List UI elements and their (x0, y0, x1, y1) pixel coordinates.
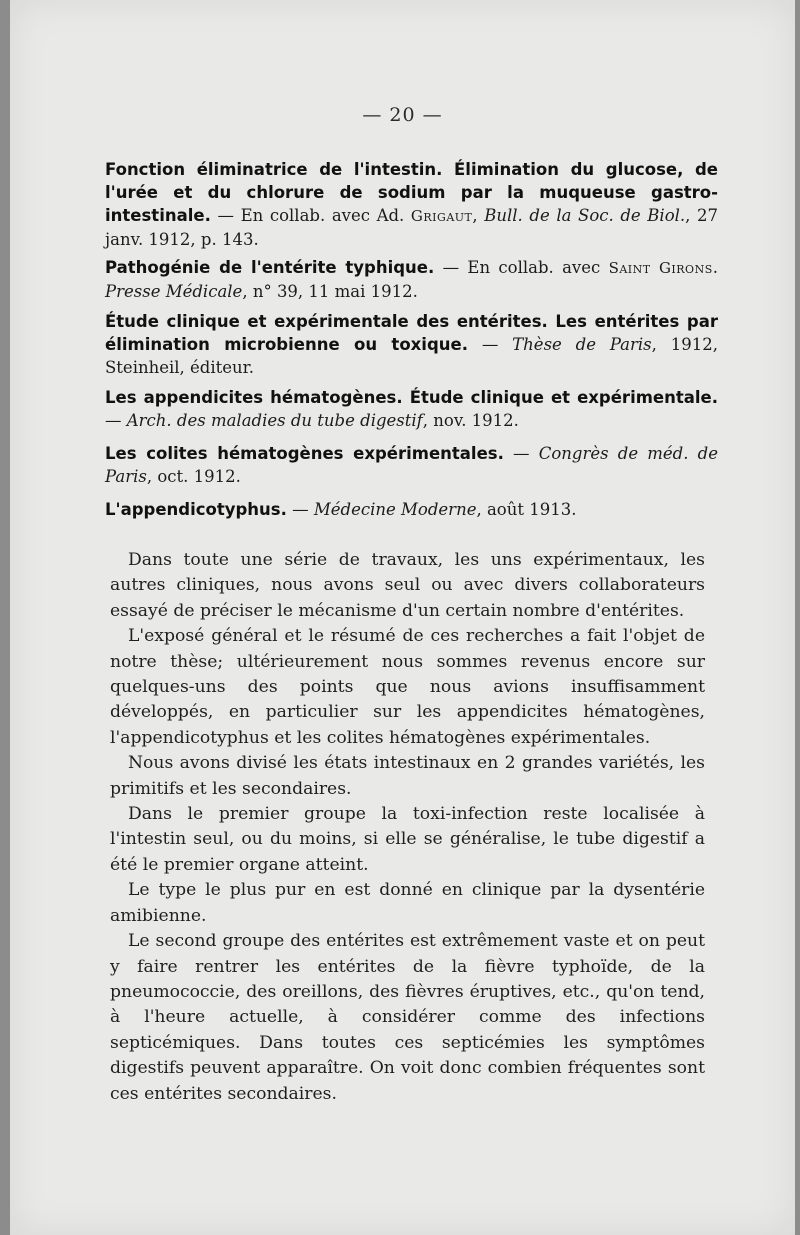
entry-title: Pathogénie de l'entérite typhique. (105, 258, 435, 277)
entry-dash: — (434, 258, 468, 277)
paragraph: Dans le premier groupe la toxi-infection reste localisée à l'intestin seul, ou du moins, si elle se généralise, le tube digestif a été le premier organe atteint. (110, 804, 705, 875)
entry-author: Saint Girons (608, 259, 713, 277)
entry-dash: — (503, 444, 539, 463)
entry-journal: Médecine Moderne (313, 500, 477, 519)
entry-journal: Congrès de méd. de Paris (105, 444, 718, 486)
paragraph: Le second groupe des entérites est extrêmement vaste et on peut y faire rentrer les entérites de la fièvre typhoïde, de la pneumococcie, des oreillons, des fièvres éruptives, etc., qu'on tend, à l'heure actuelle, à considérer comme des infections septicémiques. Dans toutes ces septicémies les symptômes digestifs peuvent apparaître. On voit donc combien fréquentes sont ces entérites secondaires. (110, 931, 705, 1104)
bibliography-entry-1 (105, 158, 718, 251)
entry-prefix: En collab. avec (467, 258, 609, 277)
entry-title: Étude clinique et expérimentale des entérites. Les entérites par élimination microbienne ou toxique. (105, 312, 718, 354)
entry-title: Les appendicites hématogènes. Étude clinique et expérimentale. (105, 388, 718, 407)
paragraph: L'exposé général et le résumé de ces recherches a fait l'objet de notre thèse; ultérieurement nous sommes revenus encore sur quelques-uns des points que nous avions insuffisamment développés, en particulier sur les appendicites hématogènes, l'appendicotyphus et les colites hématogènes expérimentales. (110, 626, 705, 748)
entry-journal: Thèse de Paris (512, 335, 652, 354)
entry-title: Les colites hématogènes expérimentales. (105, 444, 504, 463)
entry-separator: , (472, 206, 485, 225)
bibliography-entry-5 (105, 442, 718, 488)
entry-author: Grigaut (410, 207, 473, 225)
page-number: — 20 — (362, 104, 443, 126)
bibliography-entry-3 (105, 310, 718, 379)
entry-dash: — (210, 206, 241, 225)
entry-title: Fonction éliminatrice de l'intestin. Élimination du glucose, de l'urée et du chlorure de sodium par la muqueuse gastro-intestinale. (105, 160, 718, 225)
entry-details: , oct. 1912. (146, 467, 241, 486)
entry-separator: . (712, 258, 718, 277)
entry-details: , 27 janv. 1912, p. 143. (105, 206, 718, 249)
entry-title: L'appendicotyphus. (105, 500, 287, 519)
bibliography-entry-4 (105, 386, 718, 432)
paragraph: Dans toute une série de travaux, les uns expérimentaux, les autres cliniques, nous avons seul ou avec divers collaborateurs essayé de préciser le mécanisme d'un certain nombre d'entérites. (110, 550, 705, 621)
bibliography-entry-2 (105, 256, 718, 303)
entry-details: , août 1913. (476, 500, 577, 519)
entry-details: , nov. 1912. (422, 411, 519, 430)
entry-dash: — (105, 411, 127, 430)
entry-dash: — (467, 335, 513, 354)
entry-details: , 1912, Steinheil, éditeur. (105, 335, 718, 377)
entry-dash: — (286, 500, 314, 519)
body-text (110, 548, 705, 1107)
bibliography-entry-6 (105, 498, 718, 521)
entry-details: , n° 39, 11 mai 1912. (242, 282, 418, 301)
entry-journal: Bull. de la Soc. de Biol. (484, 206, 686, 225)
paragraph: Nous avons divisé les états intestinaux en 2 grandes variétés, les primitifs et les secondaires. (110, 753, 705, 799)
entry-prefix: En collab. avec Ad. (240, 206, 411, 225)
entry-journal: Arch. des maladies du tube digestif (126, 411, 423, 430)
entry-journal: Presse Médicale (105, 282, 243, 301)
paragraph: Le type le plus pur en est donné en clinique par la dysentérie amibienne. (110, 880, 705, 926)
document-page (10, 0, 795, 1235)
